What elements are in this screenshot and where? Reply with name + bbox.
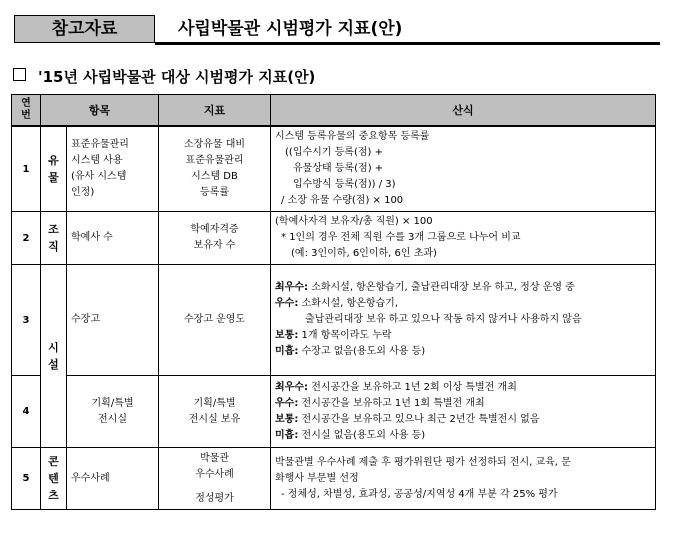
- item-line: 시스템 사용: [71, 155, 123, 166]
- formula-line: 우수: 소화시설, 항온항습기,: [275, 298, 399, 309]
- formula-line: 유물상태 등록(점) +: [293, 163, 384, 174]
- indicator-table: [11, 94, 656, 510]
- formula-line: 보통: 1개 항목이라도 누락: [275, 330, 392, 341]
- formula-line: 박물관별 우수사례 제출 후 평가위원단 평가 선정하되 전시, 교육, 문: [275, 456, 571, 468]
- formula-line: 출납관리대장 보유 하고 있으나 작동 하지 않거나 사용하지 않음: [305, 314, 582, 325]
- category-cell: 콘텐츠: [41, 448, 67, 510]
- header-formula: 산식: [271, 95, 656, 127]
- table-header-row: [12, 95, 656, 127]
- table-row: [12, 448, 656, 510]
- row-number: 3: [12, 265, 41, 376]
- formula-line: (학예사자격 보유자/총 직원) × 100: [275, 216, 433, 227]
- item-cell: 우수사례: [67, 448, 159, 510]
- formula-line: 미흡: 전시실 없음(용도외 사용 등): [275, 429, 426, 441]
- item-line: 전시실: [98, 413, 127, 425]
- formula-cell: [271, 376, 656, 448]
- indicator-line: 정성평가: [195, 492, 234, 504]
- table-row: [12, 212, 656, 265]
- formula-line: 화행사 부문별 선정: [275, 472, 359, 484]
- table-row: [12, 126, 656, 212]
- formula-line: 최우수: 전시공간을 보유하고 1년 2회 이상 특별전 개최: [275, 381, 517, 393]
- formula-cell: [271, 265, 656, 376]
- category-cell: 조직: [41, 212, 67, 265]
- title-underline: [155, 42, 660, 45]
- indicator-line: 시스템 DB: [191, 171, 238, 182]
- item-cell: 수장고: [67, 265, 159, 376]
- indicator-line: 소장유물 대비: [183, 139, 246, 150]
- category-cell: 시설: [41, 265, 67, 448]
- row-number: 5: [12, 448, 41, 510]
- formula-line: * 1인의 경우 전체 직원 수를 3개 그룹으로 나누어 비교: [281, 232, 521, 243]
- item-line: 인정): [71, 187, 95, 198]
- section-heading-text: '15년 사립박물관 대상 시범평가 지표(안): [38, 68, 316, 86]
- formula-line: 시스템 등록유물의 중요항목 등록률: [275, 131, 430, 142]
- indicator-line: 박물관: [200, 452, 229, 464]
- header-item: 항목: [41, 95, 159, 127]
- indicator-line: 우수사례: [195, 468, 234, 480]
- formula-line: ((입수시기 등록(점) +: [285, 147, 383, 158]
- indicator-line: 전시실 보유: [188, 413, 241, 425]
- row-number: 1: [12, 126, 41, 212]
- table-row: [12, 376, 656, 448]
- item-line: 표준유물관리: [71, 139, 129, 150]
- formula-line: 우수: 전시공간을 보유하고 1년 1회 특별전 개최: [275, 397, 485, 409]
- formula-cell: [271, 126, 656, 212]
- document-title: 사립박물관 시범평가 지표(안): [178, 19, 403, 39]
- formula-cell: [271, 212, 656, 265]
- indicator-line: 보유자 수: [193, 240, 236, 251]
- category-cell: 유물: [41, 126, 67, 212]
- item-cell: [67, 126, 159, 212]
- indicator-line: 표준유물관리: [185, 155, 244, 166]
- formula-cell: [271, 448, 656, 510]
- indicator-line: 학예자격증: [190, 224, 239, 235]
- item-cell: 학예사 수: [67, 212, 159, 265]
- header-indicator: 지표: [159, 95, 271, 127]
- indicator-cell: [159, 376, 271, 448]
- reference-badge: 참고자료: [14, 15, 155, 43]
- header-num: 연번: [12, 95, 41, 127]
- formula-line: - 정체성, 차별성, 효과성, 공공성/지역성 4개 부분 각 25% 평가: [281, 488, 558, 500]
- indicator-cell: [159, 212, 271, 265]
- item-cell: [67, 376, 159, 448]
- checkbox-square-icon: [13, 68, 26, 81]
- row-number: 4: [12, 376, 41, 448]
- formula-line: 최우수: 소화시설, 항온항습기, 출납관리대장 보유 하고, 정상 운영 중: [275, 282, 575, 293]
- indicator-line: 기획/특별: [193, 397, 236, 409]
- row-number: 2: [12, 212, 41, 265]
- item-line: (유사 시스템: [71, 171, 127, 182]
- formula-line: 보통: 전시공간을 보유하고 있으나 최근 2년간 특별전시 없음: [275, 413, 540, 425]
- section-heading: [13, 67, 315, 87]
- formula-line: / 소장 유물 수량(점) × 100: [281, 195, 404, 206]
- item-line: 기획/특별: [91, 397, 134, 409]
- formula-line: (예: 3인이하, 6인이하, 6인 초과): [291, 248, 437, 259]
- indicator-cell: [159, 448, 271, 510]
- formula-line: 입수방식 등록(점)) / 3): [293, 179, 396, 190]
- indicator-cell: 수장고 운영도: [159, 265, 271, 376]
- indicator-line: 등록률: [200, 187, 229, 198]
- formula-line: 미흡: 수장고 없음(용도외 사용 등): [275, 346, 426, 357]
- indicator-cell: [159, 126, 271, 212]
- table-row: [12, 265, 656, 376]
